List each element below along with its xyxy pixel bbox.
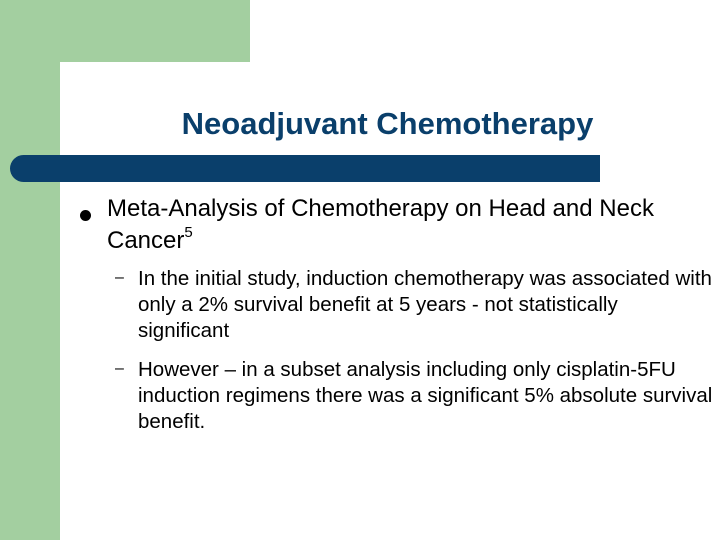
main-bullet <box>107 193 707 257</box>
green-accent-top <box>0 0 250 62</box>
dash-marker-2: – <box>115 360 124 377</box>
sub-bullet-2: However – in a subset analysis including only cisplatin-5FU induction regimens there was a significant 5% absolute survival benefit. <box>138 358 713 433</box>
bullet-dot-icon <box>80 210 91 221</box>
citation-superscript: 5 <box>184 224 193 241</box>
green-accent-left <box>0 62 60 540</box>
rounded-corner <box>60 62 100 102</box>
sub-bullet-1: In the initial study, induction chemotherapy was associated with only a 2% survival benefit at 5 years - not statistically significant <box>138 267 712 342</box>
title-underline-bar <box>10 155 600 182</box>
main-bullet-text: Meta-Analysis of Chemotherapy on Head and Neck Cancer <box>107 195 654 254</box>
dash-marker-1: – <box>115 269 124 286</box>
slide-title: Neoadjuvant Chemotherapy <box>181 106 594 141</box>
